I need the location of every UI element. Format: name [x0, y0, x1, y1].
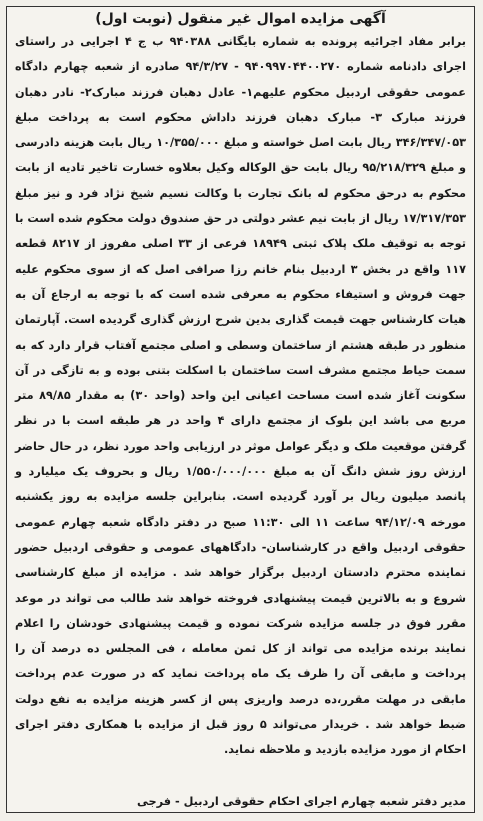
auction-notice	[6, 6, 475, 813]
notice-title: آگهی مزایده اموال غیر منقول (نوبت اول)	[95, 11, 386, 27]
notice-signature: مدیر دفتر شعبه چهارم اجرای احکام حقوقی اردبیل - فرجی	[137, 795, 466, 808]
notice-body: برابر مفاد اجرائیه پرونده به شماره بایگانی ۹۴۰۳۸۸ ب ج ۴ اجرایی در راستای اجرای دادنامه شماره ۹۴۰۹۹۷۰۴۴۰۰۲۷۰ - ۹۴/۳/۲۷ صادره از شعبه چهارم دادگاه عمومی حقوقی اردبیل محکوم علیهم۱- عادل دهبان فرزند مبارک۲- نادر دهبان فرزند مبارک ۳- مبارک دهبان فرزند داداش محکوم است به پرداخت مبلغ ۳۴۶/۳۴۷/۰۵۳ ریال بابت اصل خواسته و مبلغ ۱۰/۳۵۵/۰۰۰ ریال بابت هزینه دادرسی و مبلغ ۹۵/۲۱۸/۳۲۹ ریال بابت حق الوکاله وکیل بعلاوه خسارت تاخیر تادیه از بابت محکوم به درحق محکوم له بانک تجارت با وکالت نسیم شیخ نژاد فرد و نیز مبلغ ۱۷/۳۱۷/۳۵۳ ریال از بابت نیم عشر دولتی در حق صندوق دولت محکوم شده است با توجه به توقیف ملک پلاک ثبتی ۱۸۹۴۹ فرعی از ۳۳ اصلی مفروز از ۸۲۱۷ قطعه ۱۱۷ واقع در بخش ۳ اردبیل بنام خانم رزا صرافی اصل که از سوی محکوم علیه جهت فروش و استیفاء محکوم به معرفی شده است که با توجه به ارجاع آن به هیات کارشناس جهت قیمت گذاری بدین شرح ارزش گذاری گردیده است. آپارتمان منظور در طبقه هشتم از ساختمان وسطی و اصلی مجتمع آفتاب قرار دارد که به سمت حیاط مجتمع مشرف است ساختمان با اسکلت بتنی بوده و به تازگی در آن سکونت آغاز شده است مساحت اعیانی این واحد (واحد ۳۰) به مقدار ۸۹/۸۵ متر مربع می باشد این بلوک از مجتمع دارای ۴ واحد در هر طبقه است با در نظر گرفتن موقعیت ملک و دیگر عوامل موثر در ارزیابی واحد مورد نظر، در حال حاضر ارزش روز شش دانگ آن به مبلغ ۱/۵۵۰/۰۰۰/۰۰۰ ریال و بحروف یک میلیارد و پانصد میلیون ریال بر آورد گردیده است. بنابراین جلسه مزایده به روز یکشنبه مورخه ۹۴/۱۲/۰۹ ساعت ۱۱ الی ۱۱:۳۰ صبح در دفتر دادگاه شعبه چهارم عمومی حقوقی اردبیل واقع در کارشناسان- دادگاههای عمومی و حقوقی اردبیل حضور نماینده محترم دادستان اردبیل برگزار خواهد شد . مزایده از مبلغ کارشناسی شروع و به بالاترین قیمت پیشنهادی فروخته خواهد شد طالب می تواند در موعد مقرر فوق در جلسه مزایده شرکت نموده و قیمت پیشنهادی خودشان را اعلام نمایند برنده مزایده می تواند از کل ثمن معامله ، فی المجلس ده درصد آن را پرداخت و مابقی آن را ظرف یک ماه پرداخت نماید که در صورت عدم پرداخت مابقی در مهلت مقرر،ده درصد واریزی پس از کسر هزینه مزایده به نفع دولت ضبط خواهد شد . خریدار می‌تواند ۵ روز قبل از مزایده با همکاری دفتر اجرای احکام از مورد مزایده بازدید و ملاحظه نماید.	[14, 35, 467, 757]
